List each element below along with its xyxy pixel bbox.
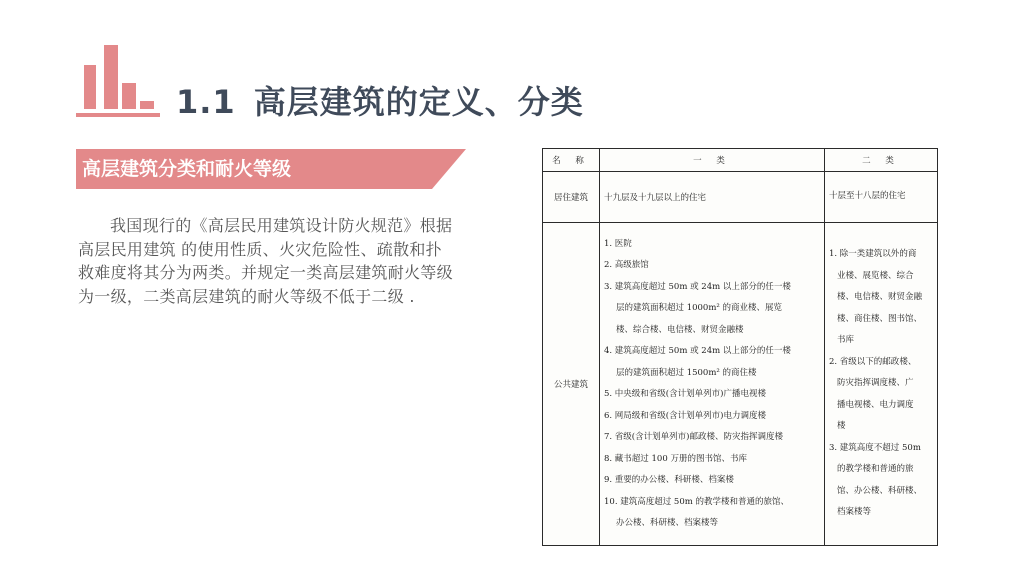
list-item: 防灾指挥调度楼、广 — [837, 378, 914, 389]
list-item: 2. 高级旅馆 — [604, 260, 649, 270]
list-item: 层的建筑面积超过 1000m² 的商业楼、展览 — [616, 303, 783, 313]
body-paragraph: 我国现行的《高层民用建筑设计防火规范》根据高层民用建筑 的使用性质、火灾危险性、疏散和扑救难度将其分为两类。并规定一类高层建筑耐火等级为一级，二类高层建筑的耐火等级不低于二级 . — [78, 216, 453, 306]
row-class1 — [600, 172, 825, 223]
row-class2 — [825, 223, 938, 546]
cell-line: 十层至十八层的住宅 — [829, 191, 906, 202]
header-name: 名 称 — [543, 149, 600, 172]
ribbon-label: 高层建筑分类和耐火等级 — [82, 158, 292, 180]
row-name: 居住建筑 — [543, 172, 600, 223]
list-item: 3. 建筑高度不超过 50m — [829, 442, 921, 453]
list-item: 5. 中央级和省级(含计划单列市)广播电视楼 — [604, 389, 766, 399]
list-item: 2. 省级以下的邮政楼、 — [829, 356, 917, 367]
list-item: 楼、电信楼、财贸金融 — [837, 292, 923, 303]
list-item: 10. 建筑高度超过 50m 的教学楼和普通的旅馆、 — [604, 496, 790, 507]
table-header-row — [543, 149, 938, 172]
list-item: 播电视楼、电力调度 — [837, 399, 914, 410]
list-item: 8. 藏书超过 100 万册的图书馆、书库 — [604, 453, 747, 464]
list-item: 6. 网局级和省级(含计划单列市)电力调度楼 — [604, 410, 766, 421]
list-item: 馆、办公楼、科研楼、 — [837, 485, 923, 496]
header-class2: 二 类 — [825, 149, 938, 172]
list-item: 9. 重要的办公楼、科研楼、档案楼 — [604, 475, 734, 485]
section-number: 1.1 — [176, 83, 236, 121]
list-item: 业楼、展览楼、综合 — [837, 270, 914, 281]
list-item: 楼、商住楼、图书馆、 — [837, 313, 923, 324]
row-class1 — [600, 223, 825, 546]
cell-line: 十九层及十九层以上的住宅 — [604, 193, 707, 203]
list-item: 的教学楼和普通的旅 — [837, 464, 914, 475]
bar-chart-icon — [76, 45, 160, 117]
section-ribbon — [76, 149, 466, 189]
list-item: 楼、综合楼、电信楼、财贸金融楼 — [616, 324, 744, 335]
table-row — [543, 172, 938, 223]
list-item: 7. 省级(含计划单列市)邮政楼、防灾指挥调度楼 — [604, 432, 783, 442]
list-item: 1. 除一类建筑以外的商 — [829, 249, 917, 260]
list-item: 书库 — [837, 335, 855, 346]
row-class2 — [825, 172, 938, 223]
list-item: 层的建筑面积超过 1500m² 的商住楼 — [616, 367, 757, 378]
list-item: 1. 医院 — [604, 238, 632, 249]
list-item: 3. 建筑高度超过 50m 或 24m 以上部分的任一楼 — [604, 281, 791, 292]
list-item: 楼 — [837, 421, 846, 432]
list-item: 4. 建筑高度超过 50m 或 24m 以上部分的任一楼 — [604, 346, 791, 356]
list-item: 办公楼、科研楼、档案楼等 — [616, 518, 719, 528]
table-row — [543, 223, 938, 546]
list-item: 档案楼等 — [837, 507, 872, 518]
page-title — [176, 80, 584, 124]
row-name: 公共建筑 — [543, 223, 600, 546]
header-class1: 一 类 — [600, 149, 825, 172]
title-text: 高层建筑的定义、分类 — [253, 83, 584, 121]
classification-table — [542, 148, 938, 546]
